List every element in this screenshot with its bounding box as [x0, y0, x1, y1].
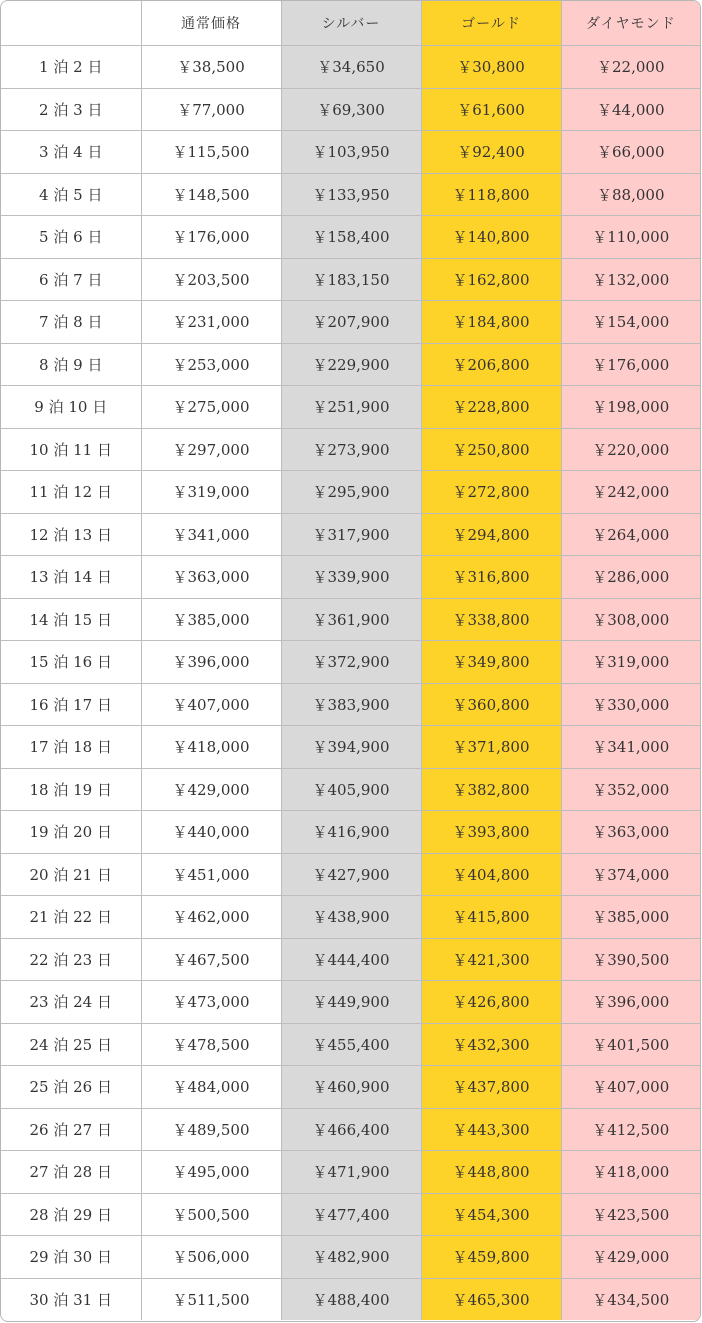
header-silver: シルバー — [281, 1, 421, 46]
table-row — [1, 386, 700, 429]
silver-price-cell: ￥438,900 — [281, 896, 421, 939]
table-row — [1, 216, 700, 259]
regular-price-cell: ￥253,000 — [141, 343, 281, 386]
regular-price-cell: ￥489,500 — [141, 1108, 281, 1151]
gold-price-cell: ￥61,600 — [421, 88, 561, 131]
diamond-price-cell: ￥220,000 — [561, 428, 700, 471]
diamond-price-cell: ￥390,500 — [561, 938, 700, 981]
silver-price-cell: ￥394,900 — [281, 726, 421, 769]
diamond-price-cell: ￥66,000 — [561, 131, 700, 174]
silver-price-cell: ￥460,900 — [281, 1066, 421, 1109]
stay-duration-cell: 27 泊 28 日 — [1, 1151, 141, 1194]
regular-price-cell: ￥511,500 — [141, 1278, 281, 1320]
diamond-price-cell: ￥198,000 — [561, 386, 700, 429]
stay-duration-cell: 1 泊 2 日 — [1, 46, 141, 89]
table-row — [1, 938, 700, 981]
gold-price-cell: ￥393,800 — [421, 811, 561, 854]
diamond-price-cell: ￥363,000 — [561, 811, 700, 854]
gold-price-cell: ￥316,800 — [421, 556, 561, 599]
gold-price-cell: ￥382,800 — [421, 768, 561, 811]
gold-price-cell: ￥426,800 — [421, 981, 561, 1024]
table-row — [1, 1023, 700, 1066]
table-row — [1, 1236, 700, 1279]
regular-price-cell: ￥467,500 — [141, 938, 281, 981]
gold-price-cell: ￥140,800 — [421, 216, 561, 259]
diamond-price-cell: ￥396,000 — [561, 981, 700, 1024]
table-row — [1, 598, 700, 641]
regular-price-cell: ￥484,000 — [141, 1066, 281, 1109]
diamond-price-cell: ￥22,000 — [561, 46, 700, 89]
diamond-price-cell: ￥319,000 — [561, 641, 700, 684]
silver-price-cell: ￥455,400 — [281, 1023, 421, 1066]
silver-price-cell: ￥295,900 — [281, 471, 421, 514]
regular-price-cell: ￥176,000 — [141, 216, 281, 259]
diamond-price-cell: ￥88,000 — [561, 173, 700, 216]
table-row — [1, 556, 700, 599]
diamond-price-cell: ￥341,000 — [561, 726, 700, 769]
price-table-body — [1, 46, 700, 1321]
diamond-price-cell: ￥264,000 — [561, 513, 700, 556]
diamond-price-cell: ￥308,000 — [561, 598, 700, 641]
regular-price-cell: ￥319,000 — [141, 471, 281, 514]
regular-price-cell: ￥407,000 — [141, 683, 281, 726]
regular-price-cell: ￥396,000 — [141, 641, 281, 684]
gold-price-cell: ￥448,800 — [421, 1151, 561, 1194]
header-row — [1, 1, 700, 46]
stay-duration-cell: 18 泊 19 日 — [1, 768, 141, 811]
silver-price-cell: ￥477,400 — [281, 1193, 421, 1236]
regular-price-cell: ￥297,000 — [141, 428, 281, 471]
gold-price-cell: ￥184,800 — [421, 301, 561, 344]
regular-price-cell: ￥462,000 — [141, 896, 281, 939]
gold-price-cell: ￥421,300 — [421, 938, 561, 981]
gold-price-cell: ￥92,400 — [421, 131, 561, 174]
diamond-price-cell: ￥401,500 — [561, 1023, 700, 1066]
diamond-price-cell: ￥286,000 — [561, 556, 700, 599]
stay-duration-cell: 4 泊 5 日 — [1, 173, 141, 216]
gold-price-cell: ￥443,300 — [421, 1108, 561, 1151]
diamond-price-cell: ￥418,000 — [561, 1151, 700, 1194]
silver-price-cell: ￥488,400 — [281, 1278, 421, 1320]
table-row — [1, 88, 700, 131]
silver-price-cell: ￥383,900 — [281, 683, 421, 726]
gold-price-cell: ￥206,800 — [421, 343, 561, 386]
regular-price-cell: ￥275,000 — [141, 386, 281, 429]
gold-price-cell: ￥228,800 — [421, 386, 561, 429]
gold-price-cell: ￥465,300 — [421, 1278, 561, 1320]
stay-duration-cell: 7 泊 8 日 — [1, 301, 141, 344]
silver-price-cell: ￥158,400 — [281, 216, 421, 259]
silver-price-cell: ￥69,300 — [281, 88, 421, 131]
stay-duration-cell: 30 泊 31 日 — [1, 1278, 141, 1320]
diamond-price-cell: ￥352,000 — [561, 768, 700, 811]
regular-price-cell: ￥38,500 — [141, 46, 281, 89]
stay-duration-cell: 5 泊 6 日 — [1, 216, 141, 259]
diamond-price-cell: ￥374,000 — [561, 853, 700, 896]
stay-duration-cell: 3 泊 4 日 — [1, 131, 141, 174]
table-row — [1, 726, 700, 769]
stay-duration-cell: 22 泊 23 日 — [1, 938, 141, 981]
diamond-price-cell: ￥44,000 — [561, 88, 700, 131]
silver-price-cell: ￥339,900 — [281, 556, 421, 599]
gold-price-cell: ￥437,800 — [421, 1066, 561, 1109]
stay-duration-cell: 25 泊 26 日 — [1, 1066, 141, 1109]
table-row — [1, 513, 700, 556]
regular-price-cell: ￥341,000 — [141, 513, 281, 556]
regular-price-cell: ￥500,500 — [141, 1193, 281, 1236]
stay-duration-cell: 29 泊 30 日 — [1, 1236, 141, 1279]
gold-price-cell: ￥294,800 — [421, 513, 561, 556]
silver-price-cell: ￥482,900 — [281, 1236, 421, 1279]
stay-duration-cell: 13 泊 14 日 — [1, 556, 141, 599]
diamond-price-cell: ￥423,500 — [561, 1193, 700, 1236]
stay-duration-cell: 6 泊 7 日 — [1, 258, 141, 301]
diamond-price-cell: ￥176,000 — [561, 343, 700, 386]
stay-duration-cell: 19 泊 20 日 — [1, 811, 141, 854]
table-row — [1, 768, 700, 811]
gold-price-cell: ￥454,300 — [421, 1193, 561, 1236]
gold-price-cell: ￥404,800 — [421, 853, 561, 896]
diamond-price-cell: ￥330,000 — [561, 683, 700, 726]
silver-price-cell: ￥273,900 — [281, 428, 421, 471]
gold-price-cell: ￥459,800 — [421, 1236, 561, 1279]
stay-duration-cell: 16 泊 17 日 — [1, 683, 141, 726]
stay-duration-cell: 20 泊 21 日 — [1, 853, 141, 896]
regular-price-cell: ￥385,000 — [141, 598, 281, 641]
silver-price-cell: ￥471,900 — [281, 1151, 421, 1194]
stay-duration-cell: 21 泊 22 日 — [1, 896, 141, 939]
table-row — [1, 131, 700, 174]
table-row — [1, 641, 700, 684]
gold-price-cell: ￥432,300 — [421, 1023, 561, 1066]
silver-price-cell: ￥34,650 — [281, 46, 421, 89]
regular-price-cell: ￥231,000 — [141, 301, 281, 344]
gold-price-cell: ￥162,800 — [421, 258, 561, 301]
silver-price-cell: ￥229,900 — [281, 343, 421, 386]
table-row — [1, 301, 700, 344]
silver-price-cell: ￥416,900 — [281, 811, 421, 854]
header-blank-cell — [1, 1, 141, 46]
stay-duration-cell: 2 泊 3 日 — [1, 88, 141, 131]
regular-price-cell: ￥429,000 — [141, 768, 281, 811]
stay-duration-cell: 23 泊 24 日 — [1, 981, 141, 1024]
silver-price-cell: ￥466,400 — [281, 1108, 421, 1151]
table-row — [1, 1193, 700, 1236]
silver-price-cell: ￥427,900 — [281, 853, 421, 896]
regular-price-cell: ￥148,500 — [141, 173, 281, 216]
table-row — [1, 811, 700, 854]
table-row — [1, 258, 700, 301]
stay-duration-cell: 9 泊 10 日 — [1, 386, 141, 429]
regular-price-cell: ￥478,500 — [141, 1023, 281, 1066]
gold-price-cell: ￥371,800 — [421, 726, 561, 769]
table-row — [1, 896, 700, 939]
silver-price-cell: ￥444,400 — [281, 938, 421, 981]
table-row — [1, 428, 700, 471]
header-regular-price: 通常価格 — [141, 1, 281, 46]
diamond-price-cell: ￥412,500 — [561, 1108, 700, 1151]
table-row — [1, 853, 700, 896]
silver-price-cell: ￥251,900 — [281, 386, 421, 429]
silver-price-cell: ￥317,900 — [281, 513, 421, 556]
table-row — [1, 1278, 700, 1320]
stay-duration-cell: 14 泊 15 日 — [1, 598, 141, 641]
silver-price-cell: ￥372,900 — [281, 641, 421, 684]
diamond-price-cell: ￥429,000 — [561, 1236, 700, 1279]
table-row — [1, 1066, 700, 1109]
diamond-price-cell: ￥242,000 — [561, 471, 700, 514]
gold-price-cell: ￥360,800 — [421, 683, 561, 726]
regular-price-cell: ￥418,000 — [141, 726, 281, 769]
silver-price-cell: ￥361,900 — [281, 598, 421, 641]
regular-price-cell: ￥115,500 — [141, 131, 281, 174]
regular-price-cell: ￥495,000 — [141, 1151, 281, 1194]
diamond-price-cell: ￥407,000 — [561, 1066, 700, 1109]
table-row — [1, 173, 700, 216]
table-row — [1, 471, 700, 514]
gold-price-cell: ￥338,800 — [421, 598, 561, 641]
regular-price-cell: ￥77,000 — [141, 88, 281, 131]
stay-duration-cell: 26 泊 27 日 — [1, 1108, 141, 1151]
silver-price-cell: ￥103,950 — [281, 131, 421, 174]
gold-price-cell: ￥415,800 — [421, 896, 561, 939]
table-row — [1, 683, 700, 726]
table-row — [1, 46, 700, 89]
silver-price-cell: ￥183,150 — [281, 258, 421, 301]
regular-price-cell: ￥451,000 — [141, 853, 281, 896]
table-row — [1, 981, 700, 1024]
stay-duration-cell: 11 泊 12 日 — [1, 471, 141, 514]
regular-price-cell: ￥203,500 — [141, 258, 281, 301]
diamond-price-cell: ￥110,000 — [561, 216, 700, 259]
gold-price-cell: ￥30,800 — [421, 46, 561, 89]
silver-price-cell: ￥405,900 — [281, 768, 421, 811]
silver-price-cell: ￥207,900 — [281, 301, 421, 344]
stay-duration-cell: 12 泊 13 日 — [1, 513, 141, 556]
table-row — [1, 1108, 700, 1151]
table-row — [1, 1151, 700, 1194]
silver-price-cell: ￥133,950 — [281, 173, 421, 216]
diamond-price-cell: ￥132,000 — [561, 258, 700, 301]
price-table — [1, 1, 700, 1320]
table-row — [1, 343, 700, 386]
regular-price-cell: ￥440,000 — [141, 811, 281, 854]
diamond-price-cell: ￥154,000 — [561, 301, 700, 344]
diamond-price-cell: ￥385,000 — [561, 896, 700, 939]
stay-duration-cell: 8 泊 9 日 — [1, 343, 141, 386]
stay-duration-cell: 17 泊 18 日 — [1, 726, 141, 769]
header-diamond: ダイヤモンド — [561, 1, 700, 46]
regular-price-cell: ￥506,000 — [141, 1236, 281, 1279]
diamond-price-cell: ￥434,500 — [561, 1278, 700, 1320]
silver-price-cell: ￥449,900 — [281, 981, 421, 1024]
regular-price-cell: ￥363,000 — [141, 556, 281, 599]
stay-duration-cell: 15 泊 16 日 — [1, 641, 141, 684]
gold-price-cell: ￥349,800 — [421, 641, 561, 684]
gold-price-cell: ￥250,800 — [421, 428, 561, 471]
stay-duration-cell: 24 泊 25 日 — [1, 1023, 141, 1066]
header-gold: ゴールド — [421, 1, 561, 46]
regular-price-cell: ￥473,000 — [141, 981, 281, 1024]
stay-duration-cell: 28 泊 29 日 — [1, 1193, 141, 1236]
gold-price-cell: ￥272,800 — [421, 471, 561, 514]
stay-duration-cell: 10 泊 11 日 — [1, 428, 141, 471]
gold-price-cell: ￥118,800 — [421, 173, 561, 216]
